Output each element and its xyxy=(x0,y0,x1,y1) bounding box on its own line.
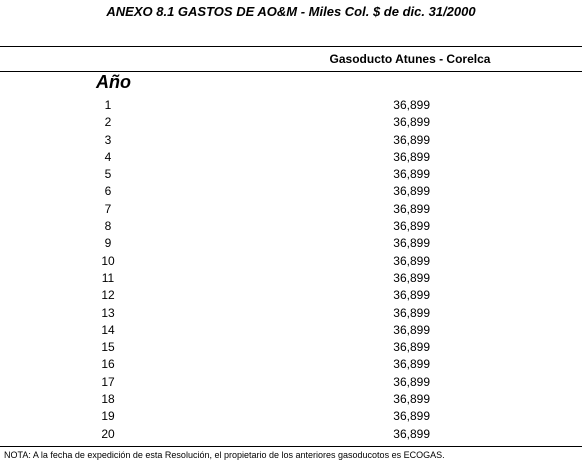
value-cell: 36,899 xyxy=(393,219,430,234)
year-cell: 2 xyxy=(104,115,112,130)
year-cell: 17 xyxy=(101,374,115,389)
value-cell: 36,899 xyxy=(393,253,430,268)
table-row xyxy=(0,114,582,131)
table-row xyxy=(0,374,582,391)
year-cell: 11 xyxy=(101,270,115,285)
value-cell: 36,899 xyxy=(393,409,430,424)
year-cell: 10 xyxy=(101,253,115,268)
year-cell: 12 xyxy=(101,288,115,303)
table-top-rule xyxy=(0,46,582,47)
year-cell: 15 xyxy=(101,340,115,355)
year-cell: 8 xyxy=(104,219,112,234)
value-cell: 36,899 xyxy=(393,392,430,407)
year-cell: 1 xyxy=(104,98,112,112)
value-cell: 36,899 xyxy=(393,357,430,372)
table-row xyxy=(0,356,582,373)
table-row xyxy=(0,149,582,166)
table-row xyxy=(0,339,582,356)
table-row xyxy=(0,253,582,270)
table-row xyxy=(0,235,582,252)
year-cell: 6 xyxy=(104,184,112,199)
table-row xyxy=(0,270,582,287)
value-cell: 36,899 xyxy=(393,98,430,112)
value-cell: 36,899 xyxy=(393,322,430,337)
column-header-gasoducto: Gasoducto Atunes - Corelca xyxy=(329,52,491,66)
value-cell: 36,899 xyxy=(393,270,430,285)
value-cell: 36,899 xyxy=(393,288,430,303)
year-cell: 3 xyxy=(104,132,112,147)
value-cell: 36,899 xyxy=(393,149,430,164)
value-cell: 36,899 xyxy=(393,305,430,320)
table-row xyxy=(0,201,582,218)
table-row xyxy=(0,218,582,235)
year-cell: 16 xyxy=(101,357,115,372)
table-row xyxy=(0,97,582,114)
value-cell: 36,899 xyxy=(393,132,430,147)
table-row xyxy=(0,183,582,200)
year-cell: 9 xyxy=(104,236,112,251)
value-cell: 36,899 xyxy=(393,236,430,251)
header-rule xyxy=(0,71,582,72)
value-cell: 36,899 xyxy=(393,167,430,182)
table-row xyxy=(0,166,582,183)
year-cell: 4 xyxy=(104,149,112,164)
year-cell: 20 xyxy=(101,426,115,441)
table-row xyxy=(0,305,582,322)
year-cell: 7 xyxy=(104,201,112,216)
value-cell: 36,899 xyxy=(393,115,430,130)
year-column-header: Año xyxy=(96,72,131,92)
table-row xyxy=(0,408,582,425)
value-cell: 36,899 xyxy=(393,374,430,389)
document-title: ANEXO 8.1 GASTOS DE AO&M - Miles Col. $ de dic. 31/2000 xyxy=(106,4,476,19)
year-cell: 5 xyxy=(104,167,112,182)
value-cell: 36,899 xyxy=(393,426,430,441)
table-row xyxy=(0,426,582,443)
value-cell: 36,899 xyxy=(393,340,430,355)
table-body xyxy=(0,97,582,443)
year-cell: 13 xyxy=(101,305,115,320)
table-row xyxy=(0,391,582,408)
year-cell: 14 xyxy=(101,322,115,337)
table-row xyxy=(0,287,582,304)
footnote: NOTA: A la fecha de expedición de esta Resolución, el propietario de los anteriores gasoducotos es ECOGAS. xyxy=(4,450,445,460)
table-bottom-rule xyxy=(0,446,582,447)
year-cell: 18 xyxy=(101,392,115,407)
table-row xyxy=(0,132,582,149)
value-cell: 36,899 xyxy=(393,201,430,216)
year-cell: 19 xyxy=(101,409,115,424)
value-cell: 36,899 xyxy=(393,184,430,199)
table-row xyxy=(0,322,582,339)
